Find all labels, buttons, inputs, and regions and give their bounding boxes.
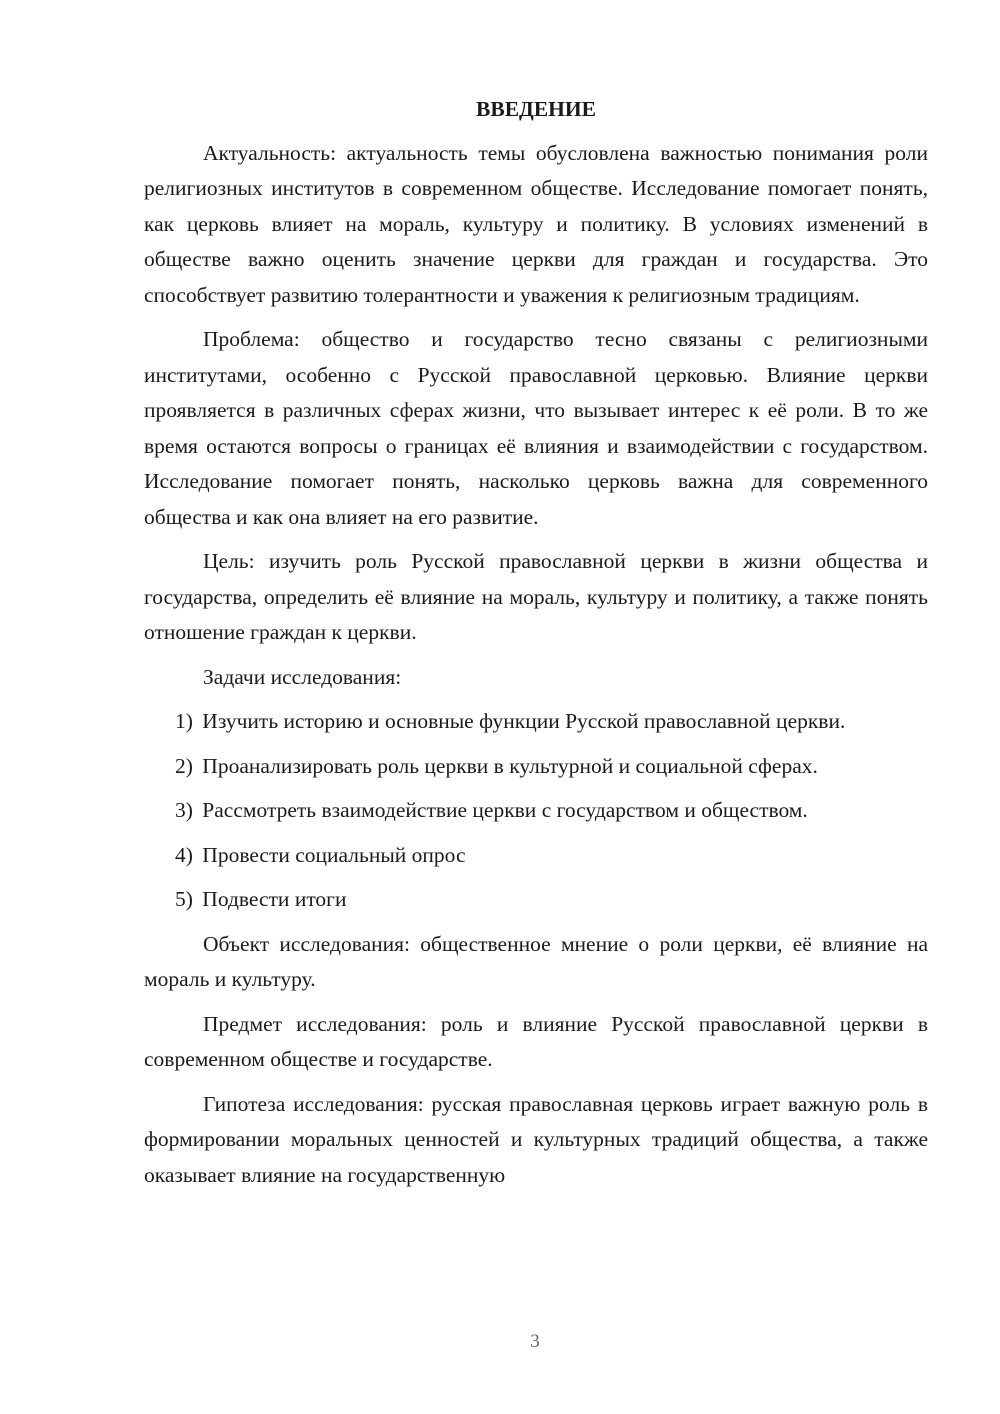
tasks-heading: Задачи исследования: <box>203 664 402 689</box>
goal-paragraph: Цель: изучить роль Русской православной церкви в жизни общества и государства, определить её влияние на мораль, культуру и политику, а также понять отношение граждан к церкви. <box>144 549 928 644</box>
hypothesis-paragraph: Гипотеза исследования: русская православная церковь играет важную роль в формировании моральных ценностей и культурных традиций общества, а также оказывает влияние на государственную <box>144 1091 928 1187</box>
task-item <box>144 838 928 874</box>
page-content <box>144 92 928 1202</box>
problem-paragraph: Проблема: общество и государство тесно связаны с религиозными институтами, особенно с Русской православной церковью. Влияние церкви проявляется в различных сферах жизни, что вызывает интерес к её роли. В то же время остаются вопросы о границах её влияния и взаимодействии с государством. Исследование помогает понять, насколько церковь важна для современного общества и как она влияет на его развитие. <box>144 327 928 529</box>
task-item <box>144 793 928 829</box>
task-item <box>144 704 928 740</box>
task-number: 4) <box>175 842 193 867</box>
task-text: Рассмотреть взаимодействие церкви с государством и обществом. <box>202 798 808 822</box>
task-number: 1) <box>175 709 193 733</box>
task-text: Проанализировать роль церкви в культурной и социальной сферах. <box>202 753 818 778</box>
task-number: 5) <box>175 887 193 911</box>
page-number: 3 <box>530 1331 540 1352</box>
task-text: Изучить историю и основные функции Русской православной церкви. <box>202 709 846 733</box>
task-item <box>144 882 928 918</box>
relevance-paragraph: Актуальность: актуальность темы обусловлена важностью понимания роли религиозных институтов в современном обществе. Исследование помогает понять, как церковь влияет на мораль, культуру и политику. В условиях изменений в обществе важно оценить значение церкви для граждан и государства. Это способствует развитию толерантности и уважения к религиозным традициям. <box>144 140 928 307</box>
task-text: Провести социальный опрос <box>202 842 466 867</box>
task-number: 3) <box>175 798 193 822</box>
task-item <box>144 749 928 785</box>
task-text: Подвести итоги <box>202 887 347 911</box>
object-paragraph: Объект исследования: общественное мнение о роли церкви, её влияние на мораль и культуру. <box>144 931 928 991</box>
subject-paragraph: Предмет исследования: роль и влияние Русской православной церкви в современном обществе и государстве. <box>144 1011 928 1071</box>
section-heading: ВВЕДЕНИЕ <box>476 97 596 121</box>
tasks-list <box>144 704 928 918</box>
task-number: 2) <box>175 753 193 778</box>
